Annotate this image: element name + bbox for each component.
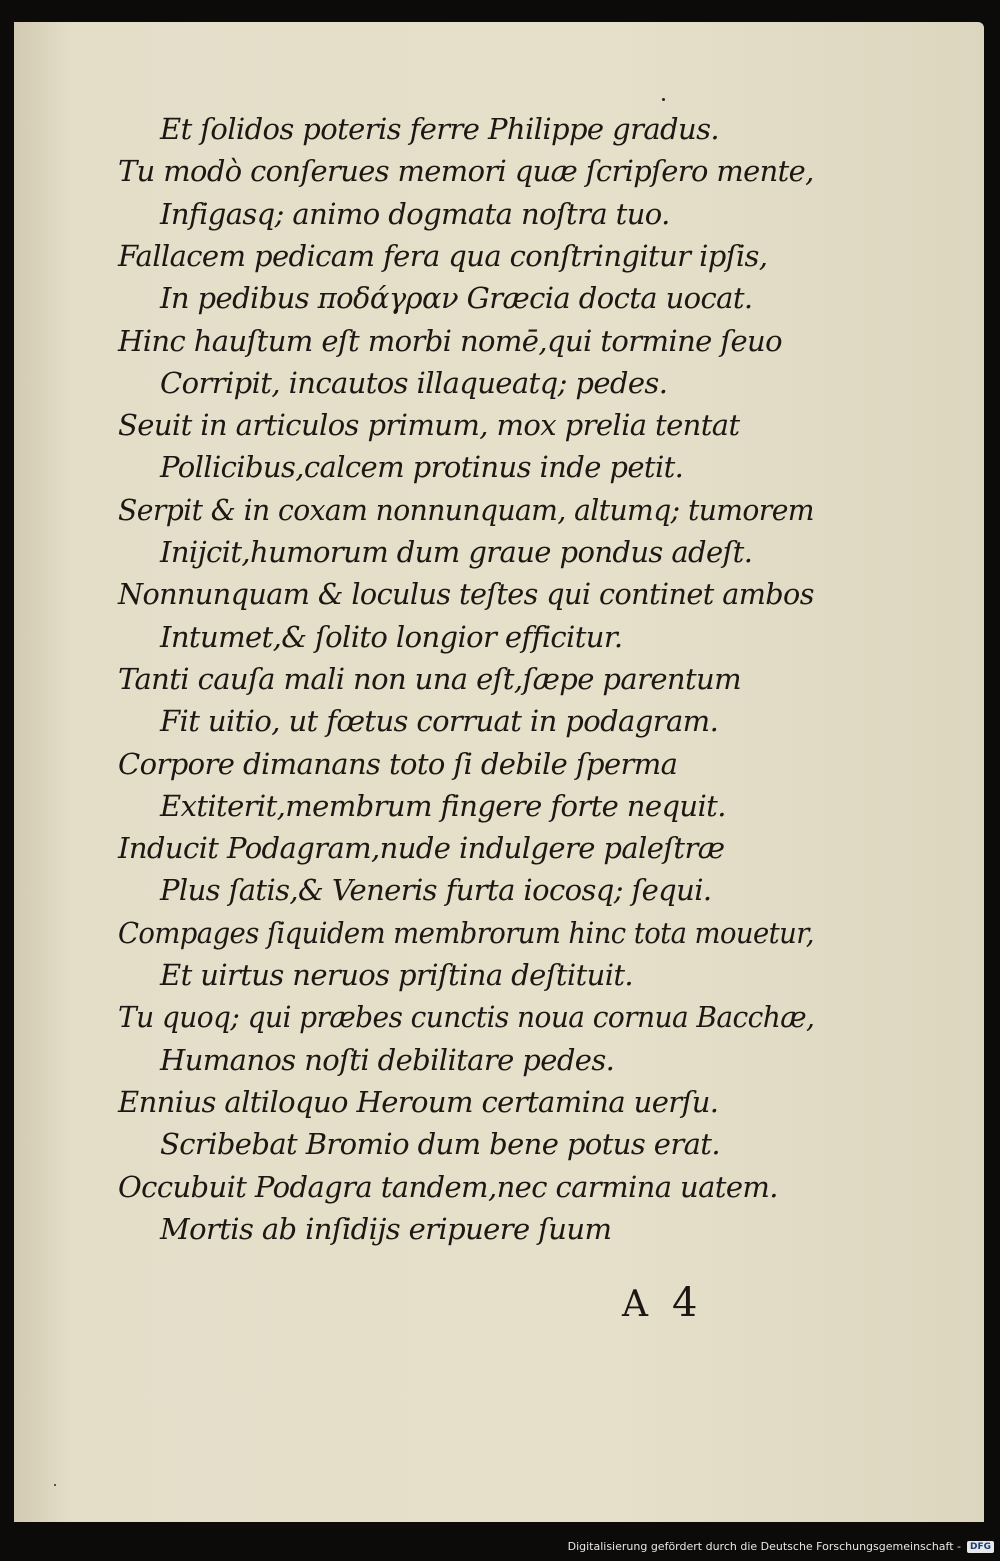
poem-line: Nonnunquam & loculus teſtes qui continet ambos [118, 577, 814, 612]
poem-line: Hinc hauſtum eſt morbi nomē,qui tormine ſeuo [118, 323, 782, 358]
signature-number: 4 [672, 1280, 700, 1326]
poem-line: Occubuit Podagra tandem,nec carmina uatem. [118, 1169, 778, 1204]
digitization-credit [568, 1540, 994, 1553]
poem-line: Intumet,& ſolito longior efficitur. [160, 619, 623, 654]
poem-line: Corpore dimanans toto ſi debile ſperma [118, 746, 678, 781]
credit-text: Digitalisierung gefördert durch die Deutsche Forschungsgemeinschaft - [567, 1540, 961, 1553]
ink-speck [662, 98, 665, 101]
poem-line: Mortis ab inſidijs eripuere ſuum [160, 1211, 612, 1246]
ink-speck [54, 1484, 56, 1486]
poem-line: Serpit & in coxam nonnunquam, altumq; tumorem [118, 492, 814, 527]
poem-line: Tanti cauſa mali non una eſt,ſæpe parentum [118, 661, 741, 696]
poem-line: Humanos noſti debilitare pedes. [160, 1042, 615, 1077]
poem-line: Infigasq; animo dogmata noſtra tuo. [160, 196, 670, 231]
poem-line: Pollicibus,calcem protinus inde petit. [160, 450, 684, 485]
poem-line: Et ſolidos poteris ferre Philippe gradus. [160, 112, 719, 146]
poem-line: Plus ſatis,& Veneris furta iocosq; ſequi. [160, 873, 712, 908]
poem-line: Tu modò conſerues memori quæ ſcripſero mente, [118, 154, 814, 189]
poem-line: Scribebat Bromio dum bene potus erat. [160, 1127, 720, 1162]
poem-line: Fit uitio, ut fœtus corruat in podagram. [160, 704, 719, 739]
poem-line: Corripit, incautos illaqueatq; pedes. [160, 365, 668, 400]
poem-line: Compages ſiquidem membrorum hinc tota mouetur, [118, 915, 814, 950]
book-page [14, 22, 984, 1522]
dfg-logo: DFG [967, 1541, 994, 1553]
poem-line: Fallacem pedicam fera qua conſtringitur ipſis, [118, 238, 768, 273]
poem-line: Extiterit,membrum fingere forte nequit. [160, 788, 726, 823]
poem-line: In pedibus ποδάγραν Græcia docta uocat. [160, 281, 753, 316]
poem-line: Et uirtus neruos priſtina deſtituit. [160, 958, 634, 992]
signature-letter: A [622, 1284, 650, 1325]
poem-line: Inducit Podagram,nude indulgere paleſtræ [118, 831, 725, 866]
poem-line: Seuit in articulos primum, mox prelia tentat [118, 408, 740, 443]
poem-line: Inijcit,humorum dum graue pondus adeſt. [160, 535, 753, 569]
poem-line: Tu quoq; qui præbes cunctis noua cornua Bacchæ, [118, 1000, 815, 1035]
poem-line: Ennius altiloquo Heroum certamina uerſu. [118, 1084, 719, 1119]
signature-mark [622, 1280, 699, 1326]
